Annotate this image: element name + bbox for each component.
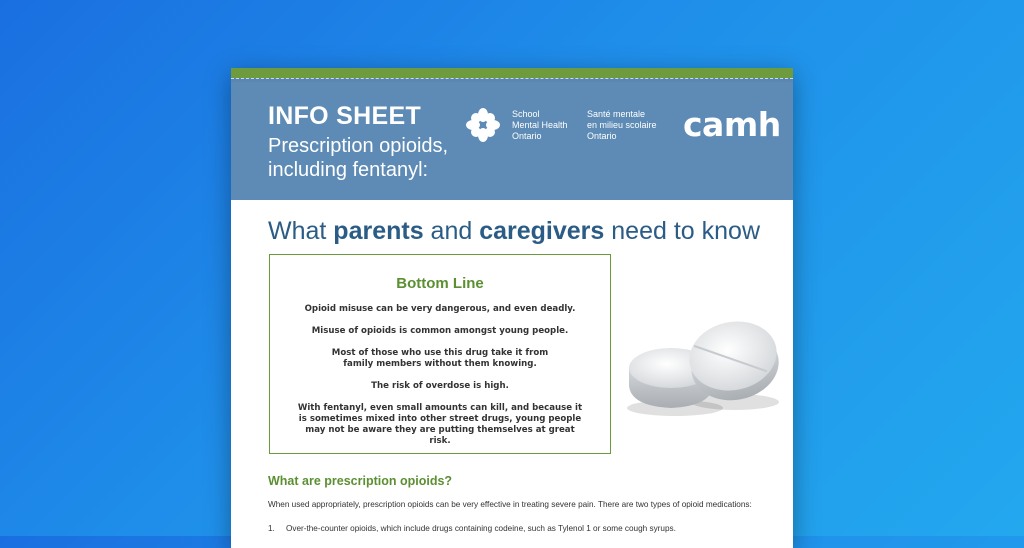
bottom-line-statement: With fentanyl, even small amounts can kill, and because it is sometimes mixed into other street drugs, young people may not be aware they are putting themselves at great risk.: [297, 403, 583, 446]
smho-fr-line: Ontario: [587, 131, 617, 141]
smho-name-english: [512, 109, 592, 142]
bottom-line-statement: Most of those who use this drug take it from family members without them knowing.: [331, 348, 549, 369]
smho-flower-logo-icon: [465, 107, 501, 143]
info-sheet-title: INFO SHEET: [268, 102, 422, 130]
pills-image-icon: [623, 308, 783, 418]
top-green-stripe: [231, 68, 793, 78]
subtitle-line-2: including fentanyl:: [268, 159, 429, 181]
camh-logo: camh: [683, 105, 781, 144]
bottom-line-statement: Opioid misuse can be very dangerous, and even deadly.: [304, 304, 576, 314]
heading-part: What: [268, 217, 334, 245]
smho-en-line: School: [512, 109, 540, 119]
page-heading: [268, 217, 760, 246]
list-text: Over-the-counter opioids, which include drugs containing codeine, such as Tylenol 1 or some cough syrups.: [286, 524, 676, 533]
bottom-line-statement: Misuse of opioids is common amongst young people.: [311, 326, 569, 336]
list-item: [268, 524, 788, 533]
heading-bold-parents: parents: [333, 217, 424, 245]
smho-name-french: [587, 109, 677, 142]
subtitle-line-1: Prescription opioids,: [268, 135, 449, 157]
sheet-header: [231, 82, 793, 200]
smho-fr-line: en milieu scolaire: [587, 120, 657, 130]
section-heading: What are prescription opioids?: [268, 474, 453, 488]
info-sheet-subtitle: [268, 134, 468, 182]
list-number: 1.: [268, 524, 275, 533]
smho-en-line: Mental Health: [512, 120, 568, 130]
bottom-line-title: Bottom Line: [396, 275, 484, 292]
bottom-line-statement: The risk of overdose is high.: [371, 381, 509, 391]
bottom-line-box: [269, 254, 611, 454]
smho-en-line: Ontario: [512, 131, 542, 141]
heading-bold-caregivers: caregivers: [479, 217, 605, 245]
smho-fr-line: Santé mentale: [587, 109, 646, 119]
section-paragraph: When used appropriately, prescription opioids can be very effective in treating severe pain. There are two types of opioid medications:: [268, 500, 752, 509]
heading-part: need to know: [604, 217, 760, 245]
info-sheet-document: [231, 68, 793, 548]
heading-part: and: [423, 217, 480, 245]
